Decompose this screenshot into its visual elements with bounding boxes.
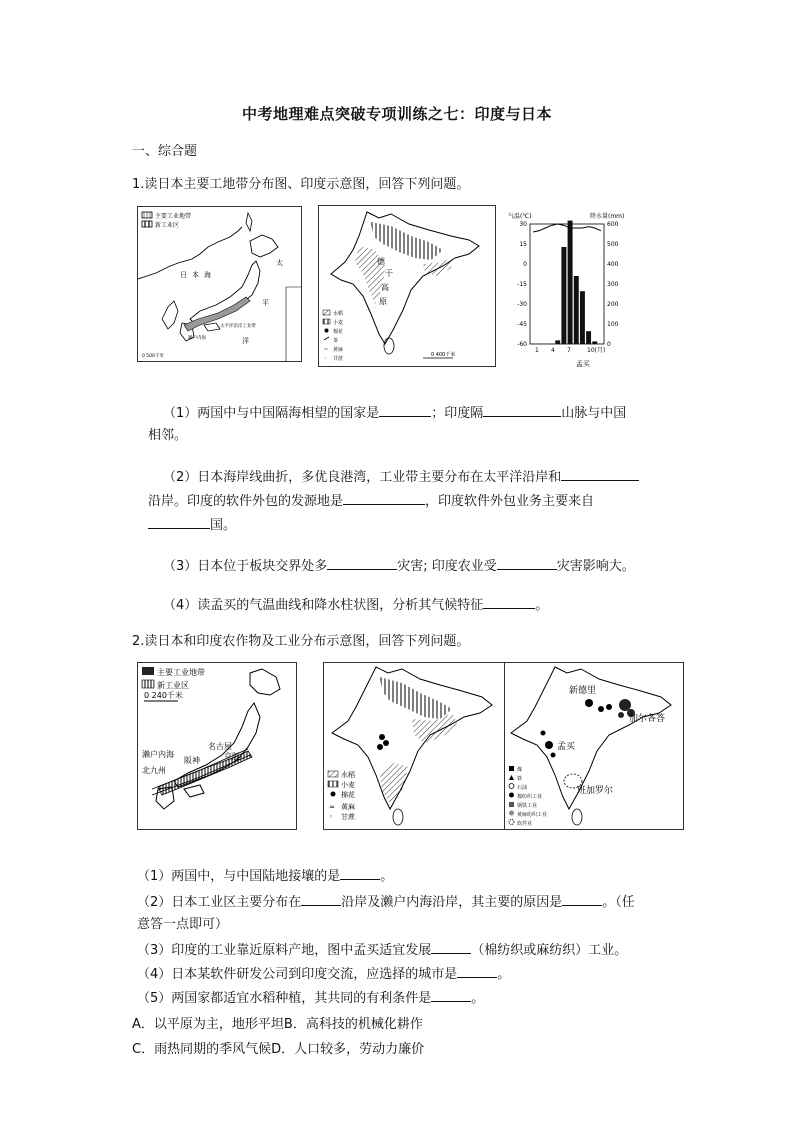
legend-cotton: 棉花: [341, 791, 355, 799]
x-tick-label: 4: [551, 347, 555, 354]
option-a[interactable]: A．以平原为主，地形平坦: [132, 1017, 284, 1032]
q2-s1-text-b: 。: [380, 869, 394, 884]
x-tick-label: 1: [535, 347, 539, 354]
q2-s4-text-b: 。: [497, 967, 511, 982]
q1-s4-text-b: 。: [535, 598, 549, 613]
legend-swatch-main-belt: [142, 667, 154, 675]
q2-s3-blank[interactable]: [431, 939, 471, 954]
q1-s3-blank-1[interactable]: [327, 555, 397, 570]
legend-rice: 水稻: [341, 771, 355, 779]
plot-frame: [530, 224, 604, 344]
svg-text:◦: ◦: [329, 813, 334, 821]
temperature-line: [533, 224, 601, 232]
q2-s4-blank[interactable]: [457, 963, 497, 978]
q2-s4-text-a: （4）日本某软件研发公司到印度交流，应选择的城市是: [137, 967, 458, 982]
q1-s2-text-c: ，印度软件外包业务主要来自: [425, 494, 595, 509]
legend-tea: 茶: [333, 338, 339, 344]
q2-japan-map: [137, 662, 297, 830]
q1-sub2-line2: [148, 490, 594, 512]
q2-s2-blank-1[interactable]: [301, 891, 341, 906]
right-tick-label: 0: [607, 341, 611, 348]
q1-s3-blank-2[interactable]: [497, 555, 557, 570]
pacific-char-1: 太: [276, 259, 283, 267]
right-axis-title: 降水量(mm): [590, 213, 625, 220]
q1-japan-map: [137, 206, 302, 362]
q2-s1-text-a: （1）两国中，与中国陆地接壤的是: [137, 869, 341, 884]
q1-s2-text-a: （2）日本海岸线曲折，多优良港湾，工业带主要分布在太平洋沿岸和: [163, 470, 562, 485]
q2-options-row-1: [132, 1013, 423, 1032]
legend-oil: 石油: [517, 785, 528, 791]
q2-options-row-2: [132, 1038, 424, 1057]
pacific-belt-label: 太平洋沿岸工业带: [220, 324, 256, 329]
x-tick-label: 7: [567, 347, 571, 354]
precip-bar: [555, 340, 560, 344]
svg-text:◦: ◦: [324, 356, 327, 362]
legend-sugarcane: 甘蔗: [333, 356, 344, 362]
left-tick-label: -15: [517, 281, 527, 288]
left-tick-label: 0: [523, 261, 527, 268]
q2-legend-main-belt: 主要工业地带: [157, 668, 205, 677]
city-mumbai: 孟买: [557, 742, 576, 752]
q2-india-industry-map: [504, 662, 684, 830]
q2-sub5: [137, 987, 484, 1009]
city-kolkata: 加尔各答: [629, 714, 666, 724]
legend-swatch-new-zone: [142, 680, 154, 688]
q2-sub1: [137, 865, 393, 887]
precip-bar: [574, 276, 579, 344]
left-tick-label: -45: [517, 321, 527, 328]
right-tick-label: 600: [607, 221, 619, 228]
sri-lanka: [384, 338, 394, 354]
right-tick-label: 100: [607, 321, 619, 328]
city-hanshin: 阪神: [184, 756, 200, 765]
q1-sub2-line3: [148, 514, 236, 536]
svg-text:~: ~: [324, 347, 329, 353]
x-tick-label: 10(月): [587, 347, 606, 354]
precip-bar: [580, 291, 585, 344]
inland-sea-label: 濑户内海: [188, 336, 206, 341]
city-nagoya: 名古屋: [208, 742, 232, 751]
q1-s4-text-a: （4）读孟买的气温曲线和降水柱状图，分析其气候特征: [163, 598, 484, 613]
legend-wheat: 小麦: [341, 781, 355, 789]
q1-s4-blank-1[interactable]: [483, 594, 535, 609]
right-tick-label: 200: [607, 301, 619, 308]
q2-s5-blank[interactable]: [431, 987, 471, 1002]
q1-mumbai-climate-chart: [506, 208, 636, 368]
q1-s2-blank-2[interactable]: [343, 490, 425, 505]
delhi-dot: [585, 699, 593, 707]
scale-label: 0 500千米: [142, 354, 164, 359]
mainland-coast: [138, 227, 242, 279]
q1-s2-text-d: 国。: [210, 518, 237, 533]
q1-s3-text-b: 灾害; 印度农业受: [397, 559, 497, 574]
left-tick-label: -60: [517, 341, 527, 348]
q2-india-crops-map: [323, 662, 505, 830]
legend-software: 软件业: [517, 821, 533, 827]
right-tick-label: 400: [607, 261, 619, 268]
q2-industry-legend: [509, 766, 547, 827]
q1-s3-text-a: （3）日本位于板块交界处多: [163, 559, 328, 574]
legend-jute: 黄麻: [333, 347, 344, 353]
deccan-char-1: 德: [377, 257, 385, 266]
right-tick-label: 500: [607, 241, 619, 248]
precip-bar: [568, 221, 573, 344]
legend-new-zone: 新工业区: [155, 222, 180, 229]
left-tick-label: 15: [519, 241, 527, 248]
legend-swatch-new-zone: [142, 221, 152, 227]
q2-s5-text-b: 。: [471, 991, 485, 1006]
q2-s2-text-d: 意答一点即可）: [137, 917, 229, 932]
q2-s3-text-b: （棉纺织或麻纺织）工业。: [471, 943, 628, 958]
label-inland-sea: 濑户内海: [142, 750, 174, 759]
q1-stem: 1.读日本主要工地带分布图、印度示意图，回答下列问题。: [132, 177, 470, 192]
q2-s1-blank[interactable]: [340, 865, 380, 880]
legend-main-belt: 主要工业地带: [155, 213, 192, 220]
q2-stem: 2.读日本和印度农作物及工业分布示意图，回答下列问题。: [132, 634, 470, 649]
legend-steel: 钢铁工业: [517, 803, 538, 809]
q2-sub3: [137, 939, 627, 961]
q1-s1-text-a: （1）两国中与中国隔海相望的国家是: [163, 406, 380, 421]
section-heading: 一、综合题: [132, 144, 198, 159]
india-outline: [331, 212, 479, 344]
sri-lanka: [393, 809, 403, 825]
q2-scale: 0 240千米: [144, 691, 183, 700]
mumbai-dot: [545, 741, 553, 749]
q2-crops-legend: [328, 770, 356, 821]
city-kitakyushu: 北九州: [142, 766, 166, 775]
precip-bar: [561, 247, 566, 344]
svg-text:≈: ≈: [329, 803, 335, 811]
legend-coal: 煤: [517, 767, 523, 773]
q1-s1-blank-1[interactable]: [379, 402, 431, 417]
left-tick-label: 30: [519, 221, 527, 228]
q1-s2-text-b: 沿岸。印度的软件外包的发源地是: [148, 494, 344, 509]
hokkaido-outline: [250, 235, 278, 257]
india-scale: 0 400千米: [431, 352, 456, 358]
q2-s3-text-a: （3）印度的工业靠近原料产地，图中孟买适宜发展: [137, 943, 432, 958]
city-new-delhi: 新德里: [569, 686, 597, 696]
precip-bar: [592, 341, 597, 344]
japan-sea-char-2: 本: [192, 271, 199, 279]
q2-legend-new-zone: 新工业区: [157, 681, 189, 690]
japan-sea-char-1: 日: [180, 271, 187, 279]
left-axis-title: 气温(℃): [508, 213, 532, 220]
q1-s2-blank-3[interactable]: [148, 514, 210, 529]
legend-cotton-textile: 棉纺织工业: [517, 794, 543, 800]
option-b[interactable]: B．高科技的机械化耕作: [283, 1017, 423, 1032]
q2-s2-text-b: 沿岸及濑户内海沿岸，其主要的原因是: [341, 895, 563, 910]
legend-sugarcane: 甘蔗: [341, 813, 355, 821]
q2-s5-text-a: （5）两国家都适宜水稻种植，其共同的有利条件是: [137, 991, 432, 1006]
q2-s2-text-a: （2）日本工业区主要分布在: [137, 895, 302, 910]
legend-jute-textile: 黄麻纺织工业: [517, 812, 548, 818]
q2-s2-blank-2[interactable]: [562, 891, 602, 906]
city-label: 孟买: [576, 360, 590, 368]
cotton-area: [355, 246, 385, 304]
q1-sub1-line1: [163, 402, 626, 424]
q1-s1-text-c: 山脉与中国: [561, 406, 627, 421]
option-d[interactable]: D．人口较多，劳动力廉价: [271, 1042, 425, 1057]
deccan-char-2: 干: [385, 269, 393, 278]
wheat-area: [380, 677, 452, 719]
q1-s3-text-c: 灾害影响大。: [556, 559, 635, 574]
city-bangalore: 班加罗尔: [577, 786, 614, 796]
q1-india-legend: [323, 310, 344, 362]
option-c[interactable]: C．雨热同期的季风气候: [132, 1042, 272, 1057]
q1-s1-blank-2[interactable]: [483, 402, 561, 417]
legend-wheat: 小麦: [333, 320, 344, 326]
q2-sub2-line1: [137, 891, 635, 913]
deccan-char-4: 原: [379, 297, 387, 306]
left-tick-label: -30: [517, 301, 527, 308]
india-outline: [332, 667, 492, 809]
legend-iron: 铁: [517, 776, 523, 782]
kolkata-cluster: [619, 699, 631, 711]
right-tick-label: 300: [607, 281, 619, 288]
q1-sub4: [163, 594, 548, 616]
q1-s1-text-d: 相邻。: [148, 428, 188, 443]
city-keihan: 京阪: [224, 752, 240, 761]
precip-bar: [586, 331, 591, 344]
q1-sub3: [163, 555, 635, 577]
q1-india-map: [318, 205, 496, 367]
legend-cotton: 棉花: [333, 329, 344, 335]
q1-sub2-line1: [163, 466, 639, 488]
legend-rice: 水稻: [333, 311, 344, 317]
legend-jute: 黄麻: [341, 803, 355, 811]
q2-sub4: [137, 963, 510, 985]
pacific-char-2: 平: [262, 299, 269, 307]
hokkaido-outline: [250, 669, 280, 695]
korea-outline: [162, 301, 178, 329]
deccan-char-3: 高: [381, 283, 389, 292]
page-title: 中考地理难点突破专项训练之七：印度与日本: [241, 105, 552, 123]
pacific-char-3: 洋: [242, 337, 249, 345]
q1-s2-blank-1[interactable]: [561, 466, 639, 481]
wheat-area: [371, 222, 443, 260]
q1-s1-text-b: ；印度隔: [431, 406, 484, 421]
japan-sea-char-3: 海: [204, 271, 211, 279]
q2-s2-text-c: 。（任: [602, 895, 635, 910]
